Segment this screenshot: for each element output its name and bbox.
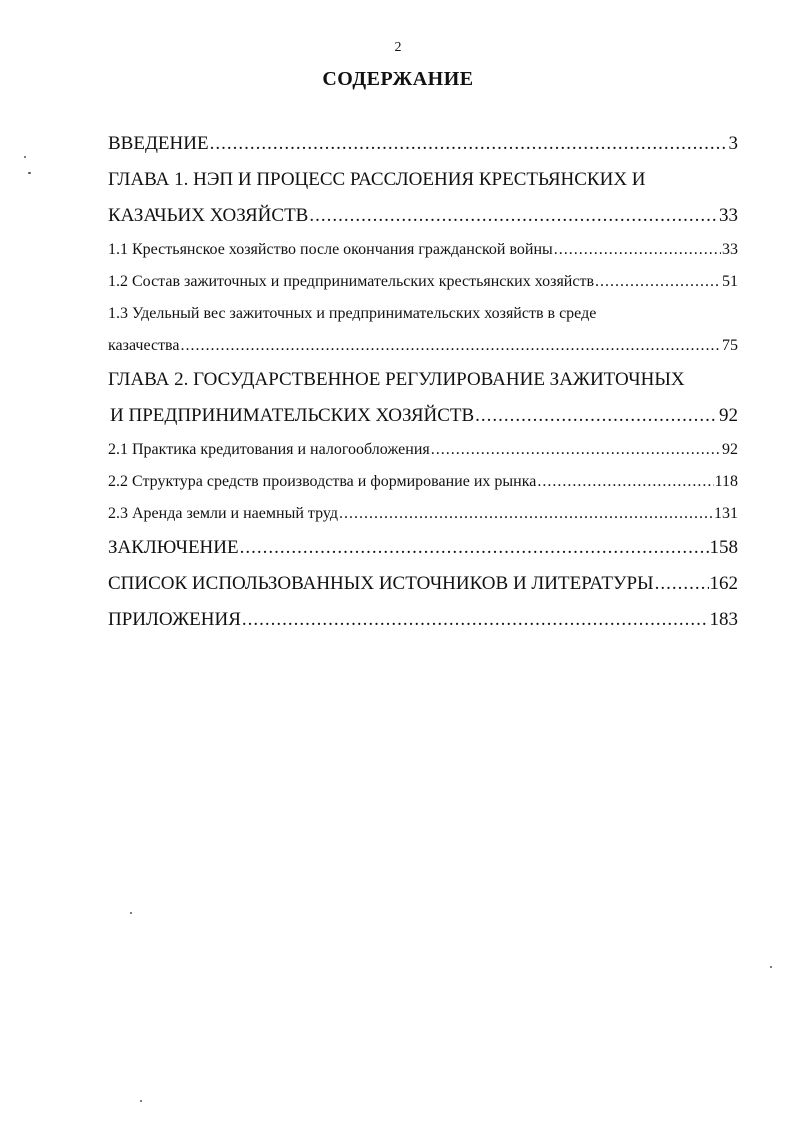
toc-entry-page: 3 [728, 133, 738, 154]
toc-entry-section-2-3[interactable] [108, 498, 738, 530]
toc-entry-section-1-2[interactable] [108, 266, 738, 298]
scan-speck [770, 966, 772, 968]
dot-leader [240, 530, 709, 566]
toc-entry-section-1-3-line-2[interactable] [108, 330, 738, 362]
toc-entry-text: ЗАКЛЮЧЕНИЕ [108, 537, 239, 558]
dot-leader [181, 330, 722, 362]
toc-entry-chapter-1-line-2[interactable] [108, 198, 738, 234]
dot-leader [537, 466, 713, 498]
toc-entry-text: 1.1 Крестьянское хозяйство после окончания гражданской войны [108, 241, 553, 258]
dot-leader [309, 198, 718, 234]
scan-speck [28, 172, 31, 174]
toc-entry-chapter-2-line-1[interactable] [108, 362, 738, 398]
toc-entry-text: 1.2 Состав зажиточных и предпринимательских крестьянских хозяйств [108, 273, 595, 290]
table-of-contents [108, 126, 738, 638]
dot-leader [431, 434, 721, 466]
scan-speck [140, 1100, 142, 1102]
toc-entry-text: 1.3 Удельный вес зажиточных и предпринимательских хозяйств в среде [108, 305, 597, 322]
toc-entry-text: 2.2 Структура средств производства и формирование их рынка [108, 473, 537, 490]
toc-entry-text: 2.1 Практика кредитования и налогообложения [108, 441, 430, 458]
scan-speck [24, 156, 26, 158]
dot-leader [339, 498, 713, 530]
toc-entry-text: ГЛАВА 2. ГОСУДАРСТВЕННОЕ РЕГУЛИРОВАНИЕ ЗАЖИТОЧНЫХ [108, 369, 685, 390]
toc-entry-page: 75 [722, 337, 738, 354]
toc-entry-section-1-3-line-1[interactable] [108, 298, 738, 330]
toc-entry-bibliography[interactable] [108, 566, 738, 602]
toc-entry-page: 162 [709, 573, 738, 594]
toc-entry-text: ВВЕДЕНИЕ [108, 133, 209, 154]
toc-entry-section-2-2[interactable] [108, 466, 738, 498]
dot-leader [242, 602, 709, 638]
toc-entry-page: 92 [722, 441, 738, 458]
toc-entry-chapter-1-line-1[interactable] [108, 162, 738, 198]
page-number: 2 [394, 40, 402, 55]
toc-entry-conclusion[interactable] [108, 530, 738, 566]
dot-leader [595, 266, 721, 298]
scan-speck [130, 912, 132, 914]
dot-leader [475, 398, 718, 434]
toc-entry-introduction[interactable] [108, 126, 738, 162]
toc-entry-text: ГЛАВА 1. НЭП И ПРОЦЕСС РАССЛОЕНИЯ КРЕСТЬЯНСКИХ И [108, 169, 646, 190]
toc-entry-page: 92 [719, 405, 738, 426]
toc-entry-text: КАЗАЧЬИХ ХОЗЯЙСТВ [108, 205, 309, 226]
toc-entry-text: И ПРЕДПРИНИМАТЕЛЬСКИХ ХОЗЯЙСТВ [110, 405, 475, 426]
toc-entry-page: 51 [722, 273, 738, 290]
toc-entry-page: 183 [709, 609, 738, 630]
toc-entry-text: СПИСОК ИСПОЛЬЗОВАННЫХ ИСТОЧНИКОВ И ЛИТЕРАТУРЫ [108, 573, 654, 594]
toc-entry-page: 131 [714, 505, 738, 522]
toc-entry-page: 33 [722, 241, 738, 258]
toc-entry-chapter-2-line-2[interactable] [108, 398, 738, 434]
toc-entry-page: 158 [709, 537, 738, 558]
toc-entry-text: казачества [108, 337, 180, 354]
toc-entry-section-2-1[interactable] [108, 434, 738, 466]
dot-leader [655, 566, 709, 602]
toc-entry-text: 2.3 Аренда земли и наемный труд [108, 505, 338, 522]
toc-title: СОДЕРЖАНИЕ [322, 68, 474, 90]
toc-entry-page: 118 [714, 473, 738, 490]
dot-leader [554, 234, 721, 266]
toc-entry-page: 33 [719, 205, 738, 226]
toc-entry-text: ПРИЛОЖЕНИЯ [108, 609, 241, 630]
toc-entry-section-1-1[interactable] [108, 234, 738, 266]
toc-entry-appendices[interactable] [108, 602, 738, 638]
dot-leader [210, 126, 728, 162]
